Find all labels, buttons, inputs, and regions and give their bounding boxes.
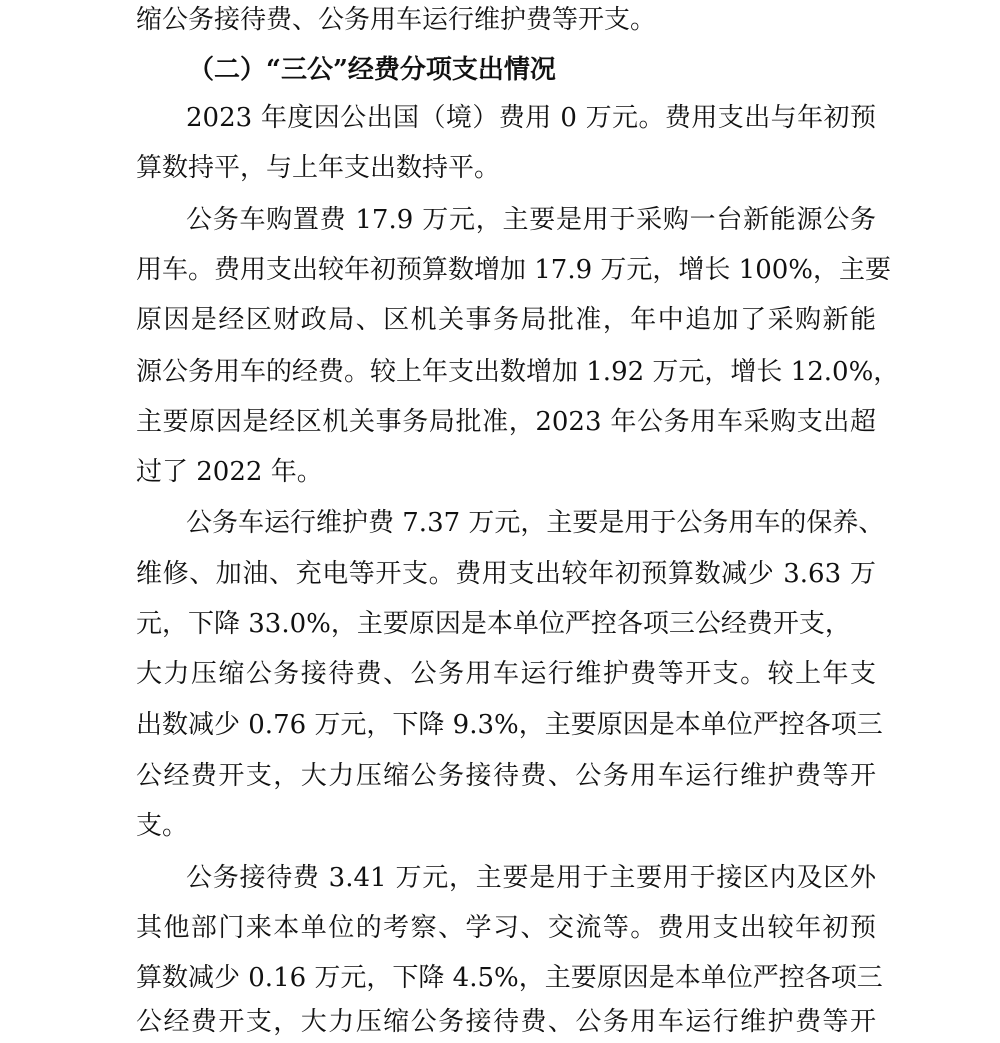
paragraph-line: 原因是经区财政局、区机关事务局批准，年中追加了采购新能 [136,305,876,335]
paragraph-line: 其他部门来本单位的考察、学习、交流等。费用支出较年初预 [136,913,876,943]
paragraph-line: 维修、加油、充电等开支。费用支出较年初预算数减少 3.63 万 [136,559,876,589]
paragraph-line: 2023 年度因公出国（境）费用 0 万元。费用支出与年初预 [186,103,876,133]
text-line: 缩公务接待费、公务用车运行维护费等开支。 [136,5,657,35]
paragraph-line: 支。 [136,811,189,841]
paragraph-line: 元，下降 33.0%，主要原因是本单位严控各项三公经费开支， [136,609,851,639]
paragraph-line: 源公务用车的经费。较上年支出数增加 1.92 万元，增长 12.0%， [136,357,900,387]
paragraph-line: 算数减少 0.16 万元，下降 4.5%，主要原因是本单位严控各项三 [136,963,883,993]
paragraph-line: 公务车购置费 17.9 万元，主要是用于采购一台新能源公务 [186,205,876,235]
paragraph-line: 公经费开支，大力压缩公务接待费、公务用车运行维护费等开 [136,1007,876,1037]
paragraph-line: 公务车运行维护费 7.37 万元，主要是用于公务用车的保养、 [186,508,885,538]
paragraph-line: 算数持平，与上年支出数持平。 [136,153,501,183]
paragraph-line: 用车。费用支出较年初预算数增加 17.9 万元，增长 100%，主要 [136,255,892,285]
paragraph-line: 公务接待费 3.41 万元，主要是用于主要用于接区内及区外 [186,863,876,893]
paragraph-line: 主要原因是经区机关事务局批准，2023 年公务用车采购支出超 [136,407,876,437]
section-heading: （二）“三公”经费分项支出情况 [188,55,556,85]
paragraph-line: 过了 2022 年。 [136,457,323,487]
paragraph-line: 大力压缩公务接待费、公务用车运行维护费等开支。较上年支 [136,659,876,689]
paragraph-line: 公经费开支，大力压缩公务接待费、公务用车运行维护费等开 [136,761,876,791]
paragraph-line: 出数减少 0.76 万元，下降 9.3%，主要原因是本单位严控各项三 [136,710,883,740]
